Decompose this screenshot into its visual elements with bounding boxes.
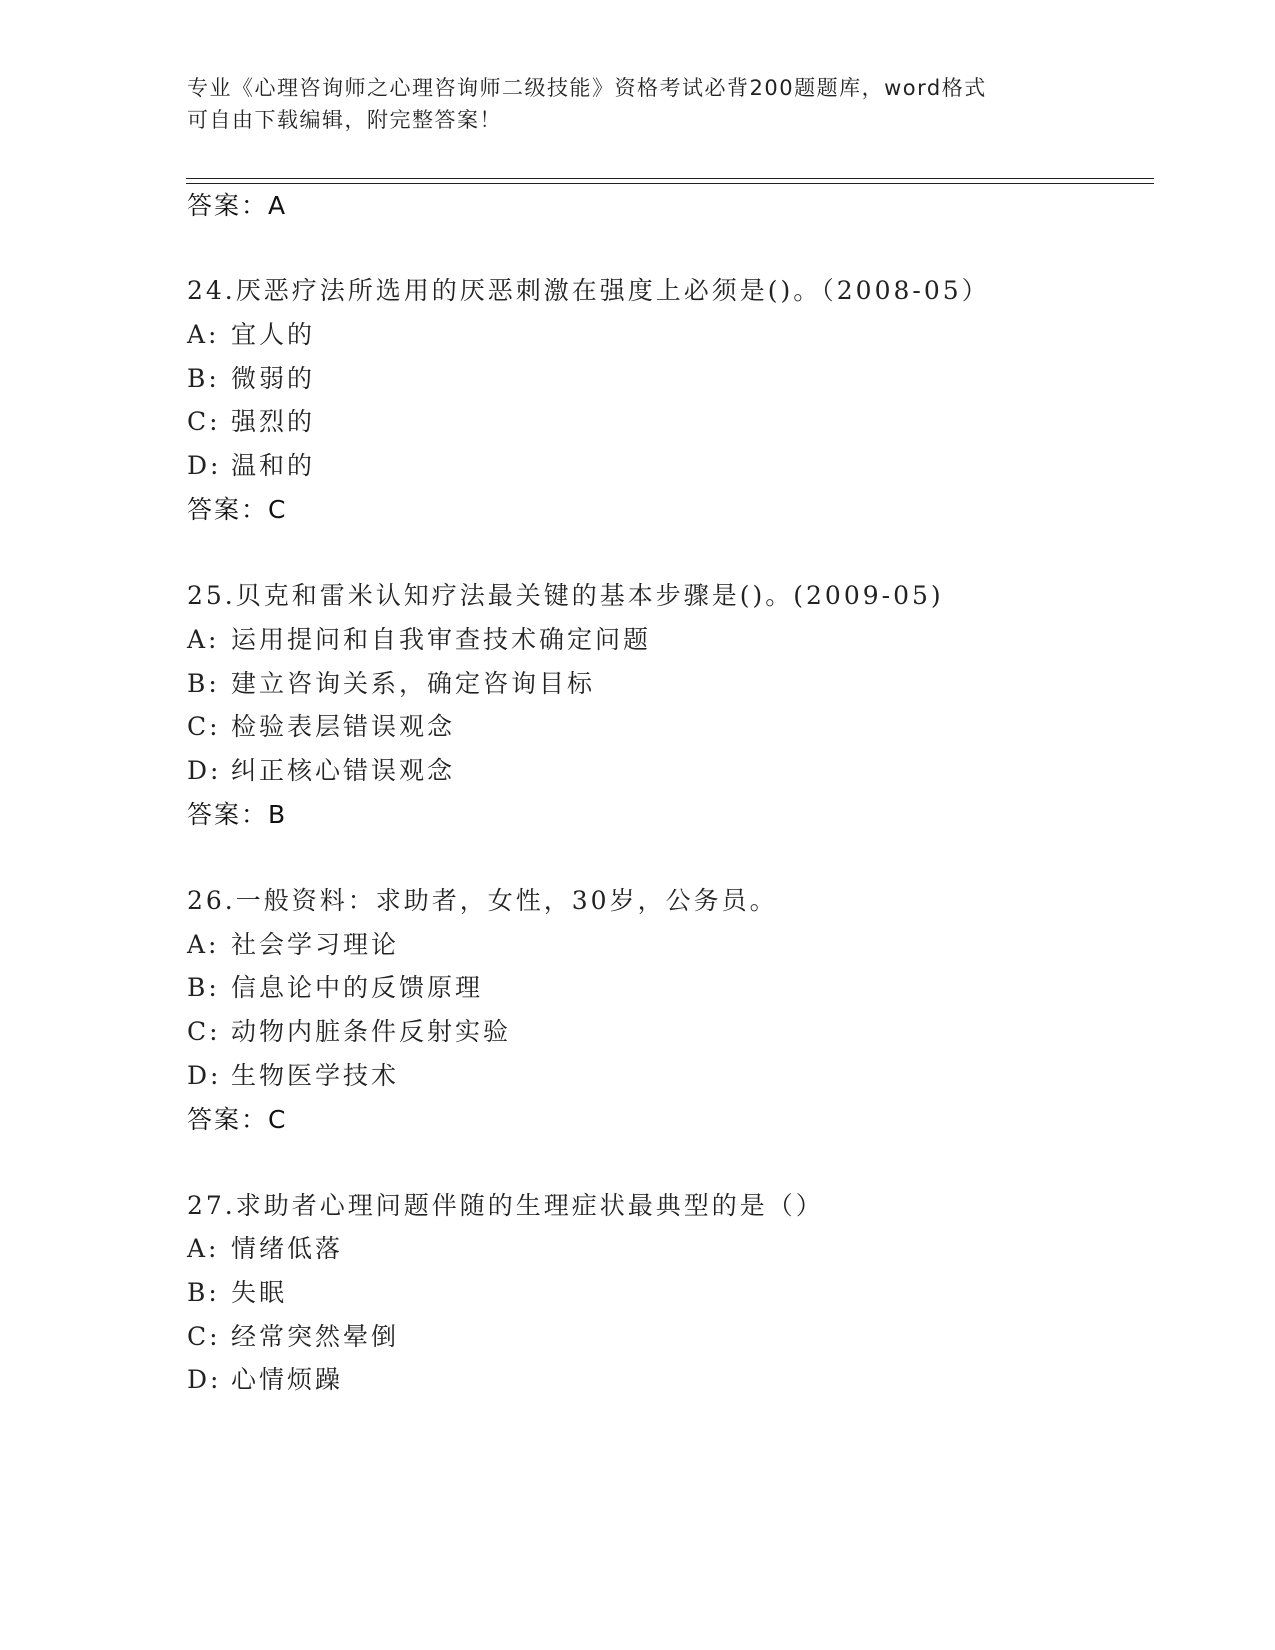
- option-letter: C:: [187, 1322, 221, 1351]
- answer-prev: 答案：A: [187, 191, 288, 220]
- option-text: 生物医学技术: [231, 1061, 400, 1090]
- header-line-1: 专业《心理咨询师之心理咨询师二级技能》资格考试必背200题题库，word格式: [187, 76, 987, 100]
- header-line-2: 可自由下载编辑，附完整答案！: [187, 108, 502, 132]
- option-text: 纠正核心错误观念: [231, 756, 456, 785]
- option-letter: D:: [187, 1061, 222, 1090]
- option-text: 温和的: [231, 451, 316, 480]
- option-text: 经常突然晕倒: [231, 1322, 400, 1351]
- question-27: 27.求助者心理问题伴随的生理症状最典型的是（）: [187, 1191, 824, 1220]
- option-text: 失眠: [231, 1278, 288, 1307]
- answer-24: 答案：C: [187, 495, 288, 524]
- question-25: 25.贝克和雷米认知疗法最关键的基本步骤是()。(2009-05): [187, 581, 944, 610]
- option-text: 动物内脏条件反射实验: [231, 1017, 512, 1046]
- option-text: 情绪低落: [231, 1234, 344, 1263]
- document-header: [187, 72, 1067, 136]
- option-letter: A:: [187, 625, 220, 654]
- option-letter: A:: [187, 320, 220, 349]
- question-25-option-a: [187, 624, 651, 656]
- question-24-option-c: [187, 406, 315, 438]
- question-26-option-c: [187, 1016, 511, 1048]
- header-divider-bottom: [186, 183, 1154, 184]
- option-text: 强烈的: [231, 407, 316, 436]
- answer-25: 答案：B: [187, 800, 288, 829]
- option-letter: D:: [187, 756, 222, 785]
- option-letter: B:: [187, 973, 220, 1002]
- question-27-option-c: [187, 1321, 399, 1353]
- option-text: 微弱的: [231, 364, 316, 393]
- option-letter: B:: [187, 669, 220, 698]
- question-26-option-a: [187, 929, 399, 961]
- question-24-option-b: [187, 363, 315, 395]
- question-26-option-b: [187, 972, 483, 1004]
- question-25-option-d: [187, 755, 455, 787]
- option-letter: D:: [187, 451, 222, 480]
- question-25-option-b: [187, 668, 595, 700]
- option-letter: C:: [187, 407, 221, 436]
- question-27-option-d: [187, 1364, 343, 1396]
- question-24-option-d: [187, 450, 315, 482]
- option-letter: B:: [187, 364, 220, 393]
- option-letter: C:: [187, 712, 221, 741]
- question-24: 24.厌恶疗法所选用的厌恶刺激在强度上必须是()。（2008-05）: [187, 276, 990, 305]
- option-text: 心情烦躁: [231, 1365, 344, 1394]
- option-text: 运用提问和自我审查技术确定问题: [231, 625, 652, 654]
- question-27-option-b: [187, 1277, 287, 1309]
- question-27-option-a: [187, 1233, 343, 1265]
- question-26: 26.一般资料：求助者，女性，30岁，公务员。: [187, 886, 778, 915]
- option-letter: A:: [187, 1234, 220, 1263]
- option-letter: D:: [187, 1365, 222, 1394]
- option-text: 宜人的: [231, 320, 316, 349]
- option-text: 社会学习理论: [231, 930, 400, 959]
- option-text: 信息论中的反馈原理: [231, 973, 484, 1002]
- option-letter: B:: [187, 1278, 220, 1307]
- option-letter: C:: [187, 1017, 221, 1046]
- option-letter: A:: [187, 930, 220, 959]
- option-text: 建立咨询关系，确定咨询目标: [231, 669, 596, 698]
- header-divider-top: [186, 178, 1154, 179]
- option-text: 检验表层错误观念: [231, 712, 456, 741]
- answer-26: 答案：C: [187, 1105, 288, 1134]
- question-26-option-d: [187, 1060, 399, 1092]
- question-24-option-a: [187, 319, 315, 351]
- question-25-option-c: [187, 711, 455, 743]
